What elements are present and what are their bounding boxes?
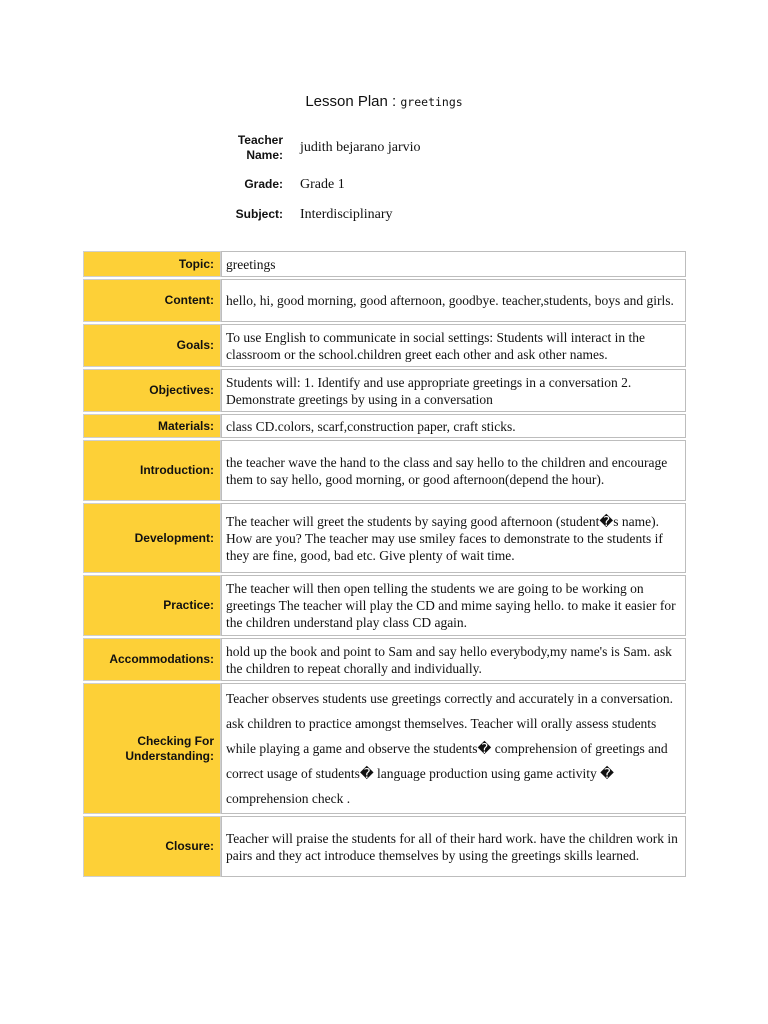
checking-label xyxy=(83,683,221,814)
content-row xyxy=(83,279,686,322)
grade-value: Grade 1 xyxy=(300,177,345,192)
teacher-label xyxy=(0,133,283,163)
goals-row xyxy=(83,324,686,367)
accommodations-label: Accommodations: xyxy=(83,638,221,681)
checking-label-line1: Checking For xyxy=(137,733,214,748)
lesson-plan-table xyxy=(83,249,686,879)
closure-label: Closure: xyxy=(83,816,221,877)
objectives-value: Students will: 1. Identify and use appropriate greetings in a conversation 2. Demonstrate greetings by using in a conversation xyxy=(221,369,686,412)
materials-value: class CD.colors, scarf,construction paper, craft sticks. xyxy=(221,414,686,438)
accommodations-row xyxy=(83,638,686,681)
closure-value: Teacher will praise the students for all of their hard work. have the children work in pairs and they act introduce themselves by using the greetings skills learned. xyxy=(221,816,686,877)
page-title xyxy=(0,93,768,110)
introduction-row xyxy=(83,440,686,501)
development-value: The teacher will greet the students by saying good afternoon (student�s name). How are you? The teacher may use smiley faces to demonstrate to the students if they are fine, good, bad etc. Give plenty of wait time. xyxy=(221,503,686,573)
subject-value: Interdisciplinary xyxy=(300,207,393,222)
content-label: Content: xyxy=(83,279,221,322)
objectives-row xyxy=(83,369,686,412)
topic-value: greetings xyxy=(221,251,686,277)
closure-row xyxy=(83,816,686,877)
goals-value: To use English to communicate in social settings: Students will interact in the classroom or the school.children greet each other and ask other names. xyxy=(221,324,686,367)
development-row xyxy=(83,503,686,573)
materials-row xyxy=(83,414,686,438)
teacher-name: judith bejarano jarvio xyxy=(300,140,421,155)
teacher-label-line1: Teacher xyxy=(237,133,283,147)
content-value: hello, hi, good morning, good afternoon, goodbye. teacher,students, boys and girls. xyxy=(221,279,686,322)
accommodations-value: hold up the book and point to Sam and say hello everybody,my name's is Sam. ask the children to repeat chorally and individually. xyxy=(221,638,686,681)
goals-label: Goals: xyxy=(83,324,221,367)
practice-value: The teacher will then open telling the students we are going to be working on greetings The teacher will play the CD and mime saying hello. to make it easier for the children understand play class CD again. xyxy=(221,575,686,636)
development-label: Development: xyxy=(83,503,221,573)
introduction-label: Introduction: xyxy=(83,440,221,501)
topic-row xyxy=(83,251,686,277)
checking-value: Teacher observes students use greetings correctly and accurately in a conversation. ask children to practice amongst themselves. Teacher will orally assess students while playing a game and observe the students� comprehension of greetings and correct usage of students� language production using game activity � comprehension check . xyxy=(221,683,686,814)
practice-label: Practice: xyxy=(83,575,221,636)
teacher-label-line2: Name: xyxy=(246,148,283,162)
checking-row xyxy=(83,683,686,814)
subject-label: Subject: xyxy=(235,207,283,221)
title-prefix: Lesson Plan : xyxy=(305,93,401,110)
introduction-value: the teacher wave the hand to the class and say hello to the children and encourage them to say hello, good morning, or good afternoon(depend the hour). xyxy=(221,440,686,501)
materials-label: Materials: xyxy=(83,414,221,438)
practice-row xyxy=(83,575,686,636)
title-topic: greetings xyxy=(400,95,463,109)
topic-label: Topic: xyxy=(83,251,221,277)
checking-label-line2: Understanding: xyxy=(125,748,214,763)
grade-label: Grade: xyxy=(244,177,283,191)
objectives-label: Objectives: xyxy=(83,369,221,412)
